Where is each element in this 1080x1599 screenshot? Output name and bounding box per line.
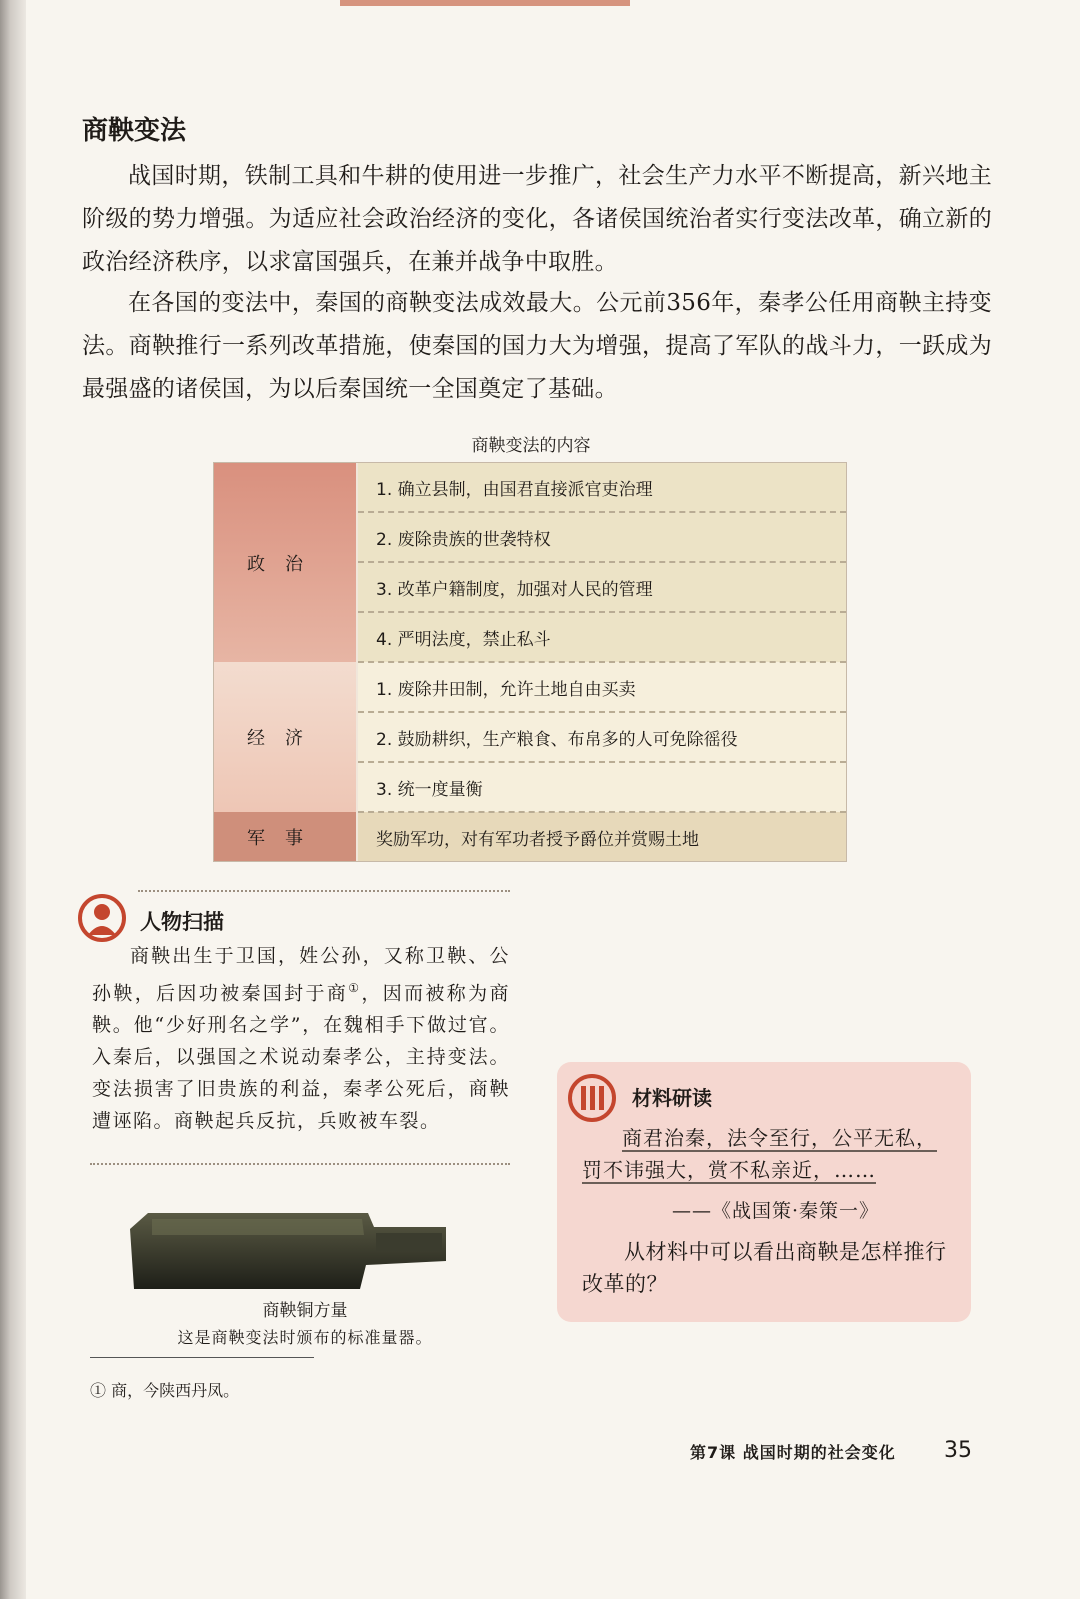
footnote: ① 商，今陕西丹凤。 <box>90 1381 240 1400</box>
section-title: 商鞅变法 <box>82 116 187 146</box>
material-quote <box>582 1122 952 1186</box>
page-spine-shadow <box>0 0 26 1599</box>
bronze-measure-image <box>128 1205 448 1295</box>
footnote-rule <box>90 1357 314 1358</box>
reform-content-table <box>214 463 846 861</box>
quote-source: ——《战国策·秦策一》 <box>672 1200 880 1222</box>
quote-line-1: 商君治秦，法令至行，公平无私， <box>622 1126 937 1150</box>
person-icon <box>77 893 127 943</box>
divider-bottom <box>90 1163 510 1165</box>
person-bio-text <box>92 940 510 1137</box>
artifact-caption: 商鞅铜方量 <box>262 1301 348 1321</box>
footnote-marker: ① <box>348 981 362 995</box>
material-title: 材料研读 <box>632 1086 712 1110</box>
top-banner-strip <box>340 0 630 6</box>
paragraph-1: 战国时期，铁制工具和牛耕的使用进一步推广，社会生产力水平不断提高，新兴地主阶级的势力增强。为适应社会政治经济的变化，各诸侯国统治者实行变法改革，确立新的政治经济秩序，以求富国强兵，在兼并战争中取胜。 <box>82 163 992 275</box>
divider-top <box>138 890 510 892</box>
table-cell: 4. 严明法度，禁止私斗 <box>357 612 846 662</box>
table-cell: 2. 废除贵族的世袭特权 <box>357 512 846 562</box>
table-cell: 3. 改革户籍制度，加强对人民的管理 <box>357 562 846 612</box>
footer-lesson-title: 第7课 战国时期的社会变化 <box>690 1443 896 1462</box>
table-caption: 商鞅变法的内容 <box>471 436 591 456</box>
category-economy: 经济 <box>214 662 357 812</box>
person-section-title: 人物扫描 <box>140 910 224 934</box>
table-cell: 1. 确立县制，由国君直接派官吏治理 <box>357 463 846 512</box>
bio-text-part2: ，因而被称为商鞅。他“少好刑名之学”，在魏相手下做过官。入秦后，以强国之术说动秦孝公，主持变法。变法损害了旧贵族的利益，秦孝公死后，商鞅遭诬陷。商鞅起兵反抗，兵败被车裂。 <box>92 982 510 1133</box>
artifact-description: 这是商鞅变法时颁布的标准量器。 <box>177 1328 433 1347</box>
paragraph-2: 在各国的变法中，秦国的商鞅变法成效最大。公元前356年，秦孝公任用商鞅主持变法。商鞅推行一系列改革措施，使秦国的国力大为增强，提高了军队的战斗力，一跃成为最强盛的诸侯国，为以后秦国统一全国奠定了基础。 <box>82 290 992 402</box>
page-number: 35 <box>944 1438 972 1463</box>
category-military: 军事 <box>214 812 357 861</box>
table-cell: 奖励军功，对有军功者授予爵位并赏赐土地 <box>357 812 846 861</box>
table-cell: 2. 鼓励耕织，生产粮食、布帛多的人可免除徭役 <box>357 712 846 762</box>
table-cell: 3. 统一度量衡 <box>357 762 846 812</box>
category-politics: 政治 <box>214 463 357 662</box>
bio-text-part1: 商鞅出生于卫国，姓公孙，又称卫鞅、公孙鞅，后因功被秦国封于商 <box>92 945 510 1005</box>
material-question: 从材料中可以看出商鞅是怎样推行改革的？ <box>582 1240 947 1296</box>
table-cell: 1. 废除井田制，允许土地自由买卖 <box>357 662 846 712</box>
material-icon <box>566 1072 618 1124</box>
quote-line-2: 罚不讳强大，赏不私亲近，…… <box>582 1158 876 1182</box>
